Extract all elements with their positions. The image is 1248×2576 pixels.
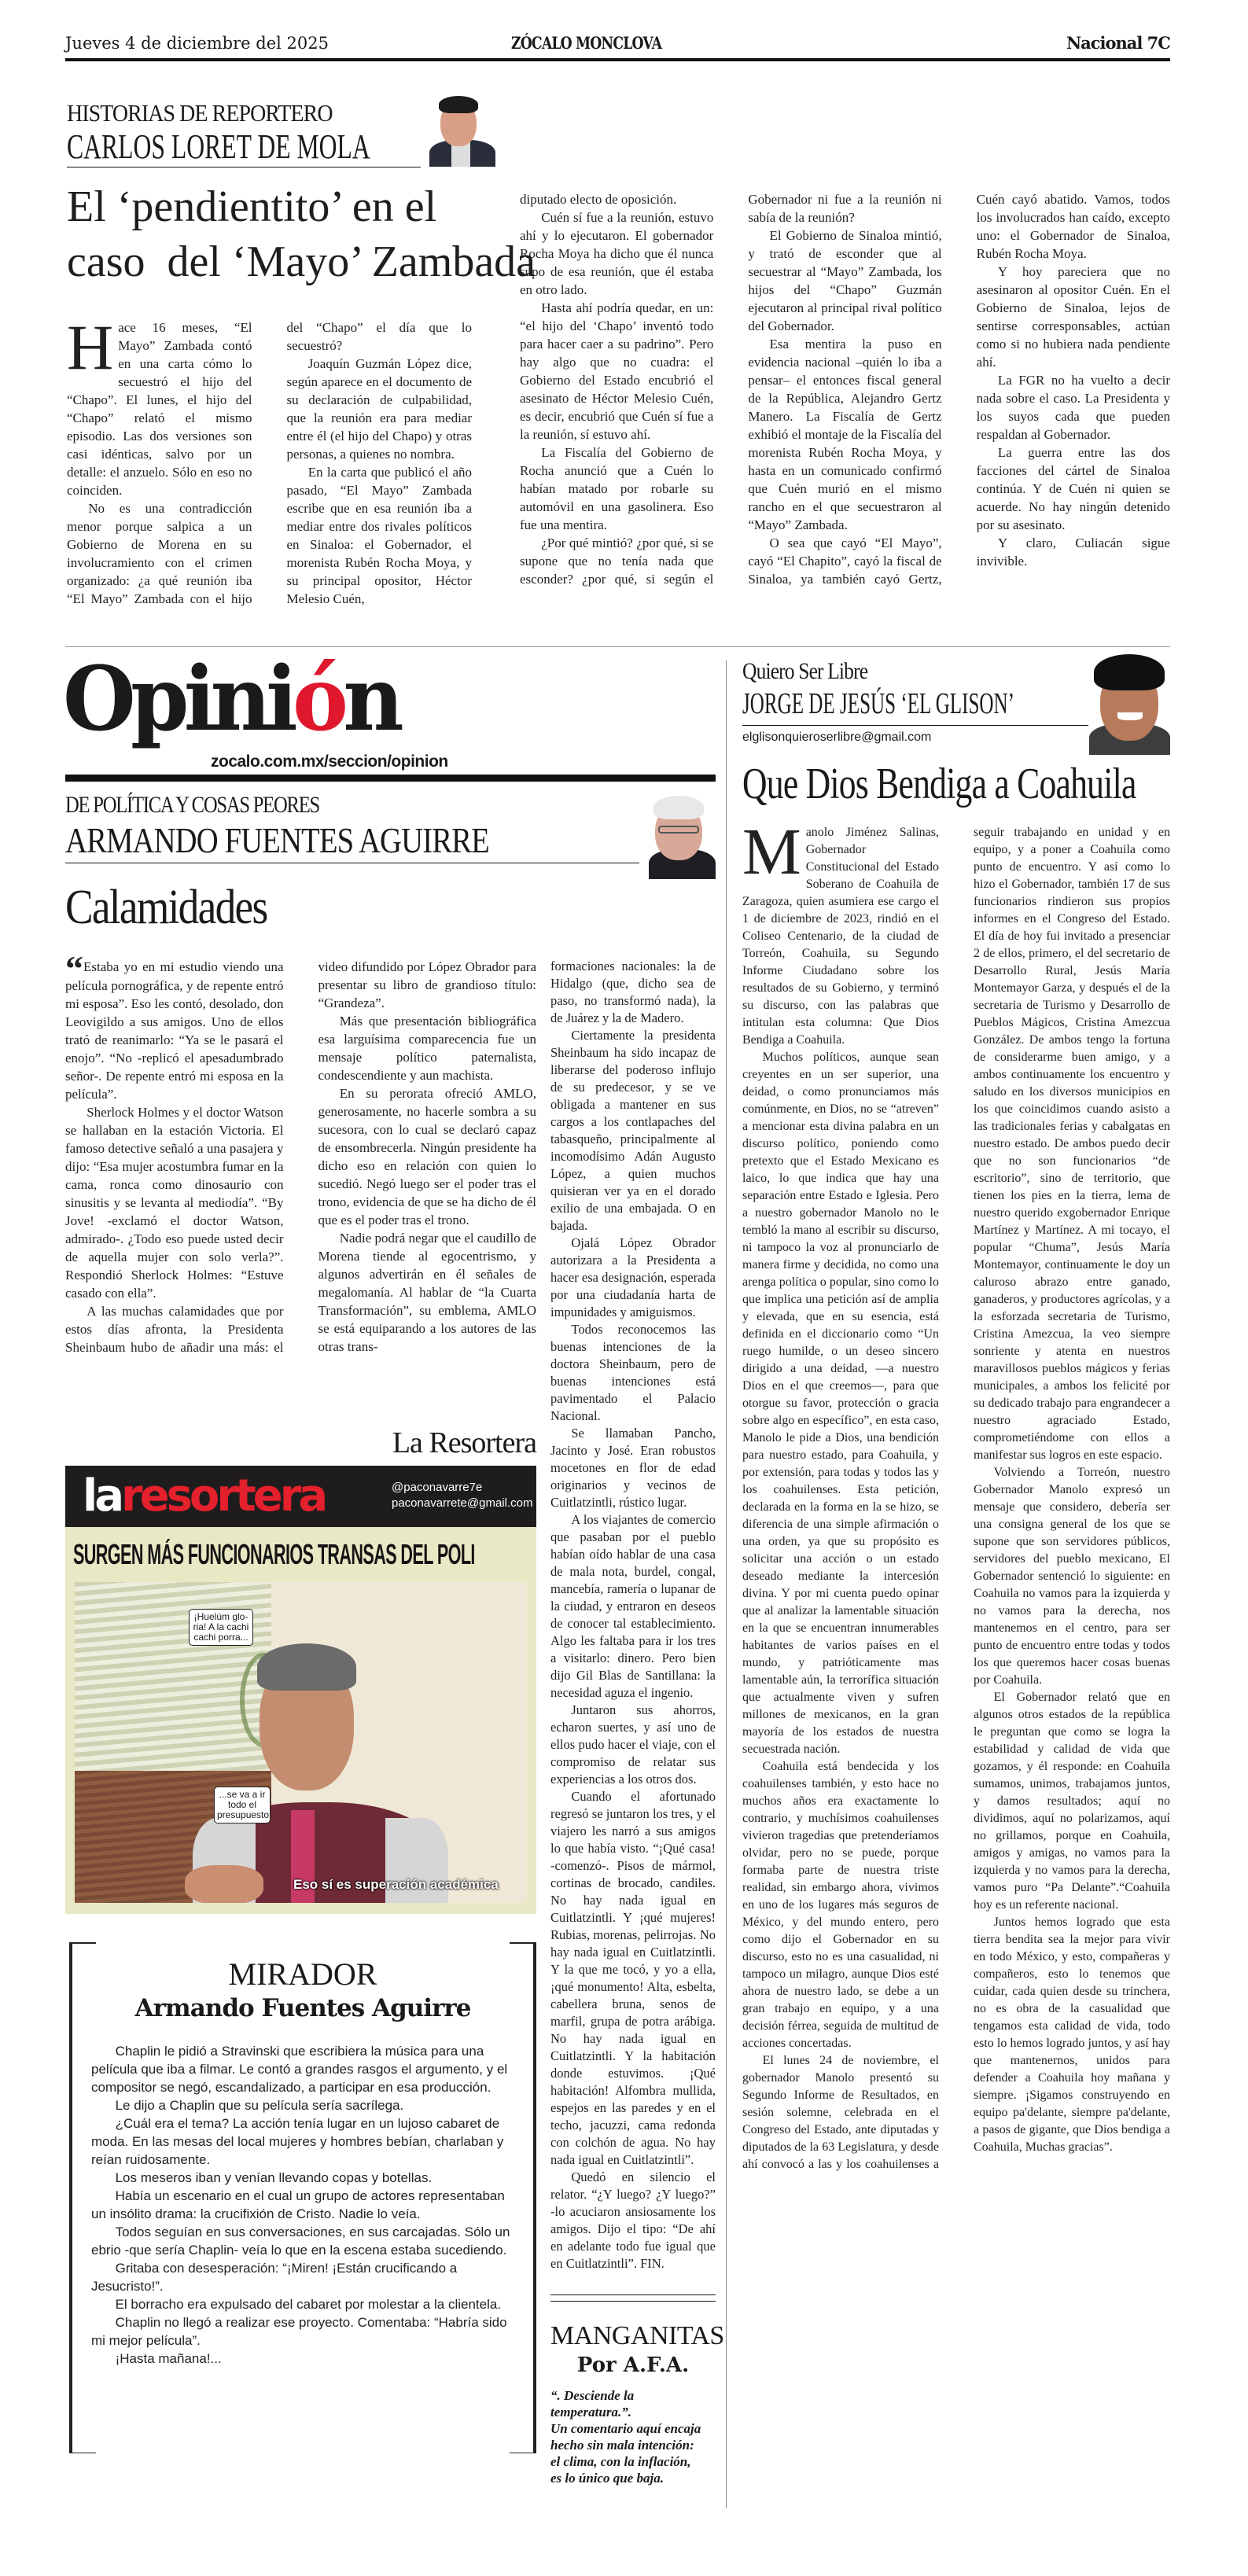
- column-author: JORGE DE JESÚS ‘EL GLISON’: [742, 687, 1015, 720]
- paragraph: El Gobierno de Sinaloa mintió, y trató de esconder que al secuestrar al “Mayo” Zambada, los hijos del “Chapo” Guzmán ejecutaron al principal rival político del Gobernador.: [748, 228, 942, 333]
- section-page: Nacional 7C: [1066, 33, 1170, 53]
- resortera-cartoon: [65, 1466, 536, 1914]
- paragraph: Había un escenario en el cual un grupo de actores representaban un insólito drama: la crucifixión de Cristo. Nadie lo veía.: [91, 2188, 505, 2221]
- speech-bubble: [189, 1609, 253, 1646]
- resortera-email: paconavarrete@gmail.com: [392, 1496, 533, 1510]
- mirador-body: [91, 2042, 514, 2368]
- logo-accent: ó: [293, 648, 344, 751]
- drop-cap: H: [67, 311, 114, 383]
- page-date: Jueves 4 de diciembre del 2025: [65, 34, 329, 53]
- paragraph-text: anolo Jiménez Salinas, Gobernador Constitucional del Estado Soberano de Coahuila de Zaragoza, quien asumiera ese cargo el 1 de diciembre de 2023, rindió en el Coliseo Centenario, de la ciudad de Torreón, Coahuila, su Segundo Informe Ciudadano sobre los resultados de su Gobierno, y terminó su discurso, con las palabras que intitulan esta columna: Que Dios Bendiga a Coahuila.: [742, 826, 939, 1047]
- resortera-banner: [65, 1466, 536, 1527]
- paragraph-text: Estaba yo en mi estudio viendo una película pornográfica, y de repente entró mi esposa”. Eso les contó, desolado, don Leovigildo a sus amigos. Uno de ellos trató de reanimarlo: “Ya se le pasará el enojo”. “No -replicó el apesadumbrado señor-. De repente entró mi esposa en la película”.: [65, 959, 284, 1102]
- paragraph-text: ace 16 meses, “El Mayo” Zambada contó en una carta cómo lo secuestró el hijo del “Chapo”. El lunes, el hijo del “Chapo” relató el mismo episodio. Las dos versiones son casi idénticas, salvo por un detalle: el anzuelo. Sólo en eso no coinciden.: [67, 320, 252, 498]
- speech-bubble-text: ...se va a ir todo el presupuesto: [217, 1789, 270, 1820]
- article-body-part-a: [67, 311, 472, 608]
- author-photo-loret: [423, 94, 495, 167]
- paragraph: Quedó en silencio el relator. “¿Y luego? ¿Y luego?” -lo acuciaron ansiosamente los amigos. Dijo el tipo: “De ahí en adelante todo fue igual que en Cuitlatzintli”. FIN.: [550, 2169, 716, 2271]
- paragraph: A las muchas calamidades que por estos días afronta, la Presidenta Sheinbaum hubo de añadir una más: el video difundido por López Obrador para presentar su libro de grandioso título: “Grandeza”.: [65, 959, 536, 1355]
- verse-line: “. Desciende la temperatura.”.: [550, 2387, 635, 2420]
- paragraph: El lunes 24 de noviembre, el gobernador Manolo presentó su Segundo Informe de Resultados, en sesión solemne, celebrada en el Congreso del Estado, ante diputadas y diputados de la 63 Legislatura, y desde ahí convocó a las y los coahuilenses a seguir trabajando en unidad y en equipo, y a poner a Coahuila como punto de encuentro. Y así como lo hizo el Gobernador, también 17 de sus funcionarios rindieron sus propios informes en el Congreso del Estado. El día de hoy fui invitado a presenciar 2 de ellos, primero, el del secretario de Desarrollo Rural, Jesús María Montemayor Garza, y después el de la secretaria de Turismo y Desarrollo de Pueblos Mágicos, Cristina Amezcua González. De ambos tengo la fortuna de considerarme buen amigo, y a ambos continuamente los encuentro y saludo en los diversos municipios en los que coincidimos cuando asisto a las tradicionales ferias y cabalgatas en nuestro estado. De ambos puedo decir que no son funcionarios “de escritorio”, sino de territorio, que tienen los pies en la tierra, lema de nuestro querido exgobernador Enrique Martínez y Martínez. A mi tocayo, el popular “Chuma”, Jesús María Montemayor, continuamente le doy un caluroso abrazo entre ganado, ganaderos, y productores agrícolas, y a la esforzada secretaria de Turismo, Cristina Amezcua, la veo siempre sonriente y atenta en nuestros maravillosos pueblos mágicos y ferias municipales, a ambos los felicité por su dedicado trabajo para engrandecer a nuestro agraciado Estado, comprometiéndome con ellos a manifestar sus logros en este espacio.: [742, 826, 1170, 2171]
- column-author: ARMANDO FUENTES AGUIRRE: [65, 820, 489, 860]
- paragraph: Esa mentira la puso en evidencia nacional –quién lo iba a pensar– el entonces fiscal general de la República, Alejandro Gertz Manero. La Fiscalía de Gertz exhibió el montaje de la Fiscalía del morenista Rubén Rocha Moya, y hasta en un comunicado confirmó que Cuén murió en el mismo rancho en el que secuestraron al “Mayo” Zambada.: [748, 337, 942, 532]
- paragraph: El borracho era expulsado del cabaret por molestar a la clientela.: [115, 2296, 502, 2312]
- logo-text-end: n: [343, 648, 399, 751]
- cartoon-image: [75, 1582, 527, 1903]
- speech-bubble: [214, 1787, 271, 1823]
- calamidades-right-column: [550, 958, 724, 2486]
- paragraph: Se llamaban Pancho, Jacinto y José. Eran robustos mocetones en flor de edad originarios y vecinos de Cuitlatzintli, rústico lugar.: [550, 1426, 716, 1510]
- paragraph: Todos reconocemos las buenas intenciones de la doctora Sheinbaum, pero de buenas intenciones está pavimentado el Palacio Nacional.: [550, 1322, 716, 1423]
- cartoon-headline: SURGEN MÁS FUNCIONARIOS TRANSAS DEL POLI: [73, 1538, 475, 1570]
- paragraph: Volviendo a Torreón, nuestro Gobernador Manolo expresó un mensaje que considero, debería ser una consigna general de los que se supone que son servidores públicos, servidores del pueblo mexicano, El Gobernador sentenció lo siguiente: en Coahuila no vamos para la izquierda y no vamos para la derecha, nos mantenemos en el centro, para ser punto de encuentro entre todas y todos los que queremos hacer cosas buenas por Coahuila.: [974, 1466, 1170, 1687]
- article-headline: [67, 179, 536, 289]
- drop-cap: M: [742, 815, 801, 889]
- paragraph: Juntos hemos logrado que esta tierra bendita sea la mejor para vivir en todo México, y esto, compañeras y compañeros, esto lo tenemos que cuidar, cada quien desde su trinchera, no es obra de la casualidad que tengamos esta calidad de vida, todo esto lo hemos logrado juntos, y así hay que mantenernos, unidos para defender a Coahuila hoy mañana y siempre. ¡Sigamos construyendo en equipo pa'delante, siempre pa'delante, a pasos de gigante, que Dios bendiga a Coahuila, Muchas gracias”.: [974, 1915, 1170, 2154]
- coahuila-body: [742, 815, 1170, 2173]
- paragraph: A los viajantes de comercio que pasaban por el pueblo habían oído hablar de una casa de mala nota, burdel, congal, mancebía, ramería o lupanar de la ciudad, y entraron en deseos de conocer tal establecimiento. Algo les faltaba para ir los tres a visitarlo: dinero. Pero bien dijo Gil Blas de Santillana: la necesidad aguza el ingenio.: [550, 1512, 716, 1700]
- paragraph: Gritaba con desesperación: “¡Miren! ¡Están crucificando a Jesucristo!”.: [91, 2260, 458, 2294]
- paragraph: La guerra entre las dos facciones del cártel de Sinaloa continúa. Y de Cuén ni quien se acuerde. No hay ningún detenido por su asesinato.: [976, 445, 1170, 532]
- paragraph: ¿Cuál era el tema? La acción tenía lugar en un lujoso cabaret de moda. En las mesas del local mujeres y hombres bebían, charlaban y reían ruidosamente.: [91, 2115, 504, 2167]
- paragraph: Y hoy pareciera que no asesinaron al opositor Cuén. En el Gobierno de Sinaloa, lejos de sentirse corresponsables, actúan como si no hubiera nada pendiente ahí.: [976, 264, 1170, 370]
- speech-bubble-text: ¡Huelúm glo-ria! A la cachi cachi porra...: [193, 1611, 249, 1643]
- verse-line: el clima, con la inflación,: [550, 2453, 691, 2469]
- paragraph: diputado electo de oposición.: [520, 192, 677, 207]
- opinion-logo: [63, 648, 399, 751]
- paragraph: Sherlock Holmes y el doctor Watson se hallaban en la estación Victoria. El famoso detective señaló a una pasajera y dijo: “Esa mujer acostumbra fumar en la cama, ronca como dinosaurio con sinusitis y se levanta al mediodía”. “By Jove! -exclamó el doctor Watson, admirado-. ¿Todo eso puede usted decir de aquella mujer con solo verla?”. Respondió Sherlock Holmes: “Estuve casado con ella”.: [65, 1105, 284, 1301]
- paragraph: La Fiscalía del Gobierno de Rocha anunció que a Cuén lo habían matado por robarle su automóvil en una gasolinera. Eso fue una mentira.: [520, 445, 714, 532]
- manganitas-rule: [550, 2301, 716, 2302]
- column-author: CARLOS LORET DE MOLA: [67, 127, 370, 166]
- verse-line: hecho sin mala intención:: [550, 2437, 694, 2453]
- headline-line: El ‘pendientito’ en el: [67, 182, 437, 231]
- author-photo-glison: [1089, 654, 1170, 755]
- paragraph: Todos seguían en sus conversaciones, en sus carcajadas. Sólo un ebrio -que sería Chaplin- veía lo que en la escena estaba sucediendo.: [91, 2224, 510, 2258]
- article-headline: Que Dios Bendiga a Coahuila: [742, 760, 1136, 808]
- mirador-author: Armando Fuentes Aguirre: [134, 1994, 471, 2022]
- resortera-logo: [83, 1470, 325, 1522]
- logo-text: Opini: [63, 648, 293, 751]
- column-divider: [726, 661, 727, 2508]
- resortera-handle: @paconavarre7e: [392, 1481, 483, 1494]
- cartoon-caption: Eso sí es superación académica: [293, 1877, 499, 1892]
- headline-line: caso del ‘Mayo’ Zambada: [67, 237, 536, 286]
- paragraph: Coahuila está bendecida y los coahuilenses también, y esto hace no muchos años era exactamente lo contrario, y muchísimos coahuilenses vivieron tragedias que pretenderíamos olvidar, pero no se puede, porque formaba parte de nuestra triste realidad, sin embargo ahora, vivimos en uno de los lugares más seguros de México, y del mundo entero, pero como dijo el Gobernador en su discurso, esto no es una casualidad, ni tampoco un milagro, aunque Dios esté ahora de nuestro lado, se debe a un gran trabajo en equipo, y a una decisión férrea, seguida de multitud de acciones concertadas.: [742, 1760, 939, 2050]
- manganitas-rule: [550, 2294, 716, 2295]
- paragraph: En la carta que publicó el año pasado, “El Mayo” Zambada escribe que en esa reunión iba a mediar entre dos rivales políticos en Sinaloa: el Gobernador, el morenista Rubén Rocha Moya, y su principal opositor, Héctor Melesio Cuén,: [286, 465, 472, 606]
- author-underline: [742, 725, 1088, 726]
- paragraph: Y claro, Culiacán sigue invivible.: [976, 535, 1170, 569]
- column-kicker: HISTORIAS DE REPORTERO: [67, 99, 333, 127]
- paragraph: Ojalá López Obrador autorizara a la Presidenta a hacer esa designación, esperada por una ciudadanía harta de impunidades y amiguismos.: [550, 1235, 716, 1319]
- paragraph: Cuando el afortunado regresó se juntaron los tres, y el viajero les narró a sus amigos lo que había visto. “¡Qué casa! -comenzó-. Pisos de mármol, cortinas de brocado, candiles. No hay nada igual en Cuitlatzintli. Y ¡qué mujeres! Rubias, morenas, pelirrojas. No hay nada igual en Cuitlatzintli. Y la que me tocó, y yo a ella, ¡qué monumento! Alta, esbelta, cabellera bruna, senos de marfil, grupa de potra arábiga. No hay nada igual en Cuitlatzintli. Y la habitación donde estuvimos. ¡Qué habitación! Alfombra mullida, espejos en las paredes y en el techo, jacuzzi, cama redonda con colchón de agua. No hay nada igual en Cuitlatzintli”.: [550, 1789, 716, 2167]
- calamidades-body-left: [65, 948, 536, 1356]
- paragraph: Nadie podrá negar que el caudillo de Morena tiende al egocentrismo, y algunos advertirán en él señales de megalomanía. Al hablar de “la Cuarta Transformación”, su emblema, AMLO se está equiparando a los autores de las otras trans-: [318, 1231, 536, 1354]
- paragraph: Ciertamente la presidenta Sheinbaum ha sido incapaz de liberarse del poderoso influjo de su predecesor, y se ve obligada a mantener en sus cargos a los contlapaches del tabasqueño, principalmente al incomodísimo Adán Augusto López, a quien muchos quisieran ver ya en el dorado exilio de una embajada. O en bajada.: [550, 1028, 716, 1233]
- paragraph: No es una contradicción menor porque salpica a un Gobierno de Morena en su involucramiento con el crimen organizado: ¿a qué reunión iba “El Mayo” Zambada con el hijo del “Chapo” el día que lo secuestró?: [67, 320, 472, 606]
- paragraph: Hasta ahí podría quedar, en un: “el hijo del ‘Chapo’ inventó todo para hacer caer a su padrino”. Pero hay algo que no cuadra: el Gobierno del Estado encubrió el asesinato de Héctor Melesio Cuén, es decir, encubrió que Cuén sí fue a la reunión, sí estuvo ahí.: [520, 300, 714, 442]
- paragraph: ¿Por qué mintió? ¿por qué, si se supone que no tenía nada que esconder? ¿por qué, si según el Gobernador ni fue a la reunión ni sabía de la reunión?: [520, 192, 942, 587]
- paragraph: [67, 311, 252, 499]
- section-divider: [65, 646, 1170, 647]
- verse-line: Un comentario aquí encaja: [550, 2420, 701, 2436]
- column-kicker: Quiero Ser Libre: [742, 658, 868, 684]
- newspaper-name: ZÓCALO MONCLOVA: [511, 33, 662, 53]
- paragraph: El Gobernador relató que en algunos otros estados de la república le preguntan que como se logra la estabilidad y calidad de vida que gozamos, y él responde: en Coahuila sumamos, unimos, trabajamos juntos, y damos resultados; aquí no dividimos, aquí no polarizamos, aquí no grillamos, porque en Coahuila, amigos y amigas, no vamos para la izquierda y no vamos para la derecha, vamos puro “Pa Delante”.“Coahuila hoy es un referente nacional.: [974, 1691, 1170, 1912]
- paragraph: Más que presentación bibliográfica esa larguísima comparecencia fue un mensaje político paternalista, condescendiente y aun machista.: [318, 1014, 536, 1083]
- article-body-part-b: [520, 190, 1170, 588]
- paragraph: Juntaron sus ahorros, echaron suertes, y así uno de ellos pudo hacer el viaje, con el compromiso de relatar sus experiencias a los otros dos.: [550, 1702, 716, 1787]
- paragraph: Los meseros iban y venían llevando copas y botellas.: [115, 2169, 433, 2185]
- mirador-box: [69, 1942, 536, 2453]
- manganitas-title: MANGANITAS: [550, 2321, 724, 2350]
- paragraph: formaciones nacionales: la de Hidalgo (que, dicho sea de paso, no transformó nada), la de Juárez y la de Madero.: [550, 959, 716, 1025]
- calamidades-body-right: [550, 958, 716, 2272]
- logo-resortera: resortera: [120, 1470, 326, 1522]
- paragraph: O sea que cayó “El Mayo”, cayó “El Chapito”, cayó la fiscal de Sinaloa, ya también cayó Gertz, Cuén cayó abatido. Vamos, todos los involucrados han caído, excepto uno: el Gobernador de Sinaloa, Rubén Rocha Moya.: [748, 192, 1170, 587]
- opinion-url[interactable]: zocalo.com.mx/seccion/opinion: [211, 753, 448, 771]
- paragraph: [65, 948, 284, 1103]
- paragraph: Muchos políticos, aunque sean creyentes en un ser superior, una deidad, o como pronunciamos más comúnmente, en Dios, no se “atreven” a mencionar esta divina palabra en un discurso político, poniendo como pretexto que el Estado Mexicano es laico, lo que indica que hay una separación entre Estado e Iglesia. Pero a nuestro gobernador Manolo no le tembló la mano al escribir su discurso, ni tampoco la voz al pronunciarlo de manera firme y decidida, no como una arenga política o popular, sino como lo que implica una petición así de amplia y elevada, que en su esencia, está definida en el diccionario como “Un ruego humilde, o un deseo sincero dirigido a una deidad, —a nuestro Dios en el que creemos—, para que otorgue su favor, protección o gracia sobre algo en específico”, en esta caso, Manolo le pide a Dios, una bendición para nuestro estado, para Coahuila, y por extensión, para todas y todos las y los coahuilenses. Esta petición, declarada en la forma en la se hizo, se diferencia de una simple afirmación o una orden, ya que su propósito es solicitar una acción o un estado deseado mediante la intercesión divina. Y por mi cuenta puedo opinar que al analizar la lamentable situación en la que se encuentran innumerables habitantes de varios países en el mundo, y patrióticamente mas lamentable aún, la terrorífica situación que actualmente viven y sufren millones de mexicanos, en la gran mayoría de los estados de nuestra secuestrada nación.: [742, 1051, 939, 1756]
- paragraph: En su perorata ofreció AMLO, generosamente, no hacerle sombra a su sucesora, con lo cual se declaró capaz de ensombrecerla. Ningún presidente ha dicho eso en relación con quien lo sucedió. Negó luego ser el poder tras el trono, evidencia de que se ha dicho de él que es el poder tras el trono.: [318, 1086, 536, 1227]
- opinion-thick-rule: [65, 775, 716, 782]
- paragraph: Chaplin le pidió a Stravinski que escribiera la música para una película que iba a filmar. Le contó a grandes rasgos el argumento, y el compositor se negó, escandalizado, a participar en esa producción.: [91, 2043, 508, 2095]
- paragraph: Le dijo a Chaplin que su película sería sacrílega.: [115, 2097, 404, 2113]
- quote-mark: “: [65, 948, 83, 988]
- author-photo-fuentes: [641, 793, 716, 879]
- paragraph: [742, 815, 939, 1049]
- mirador-title: MIRADOR: [228, 1956, 377, 1992]
- column-kicker: DE POLÍTICA Y COSAS PEORES: [65, 792, 319, 818]
- verse-line: es lo único que baja.: [550, 2470, 664, 2486]
- paragraph: Chaplin no llegó a realizar ese proyecto. Comentaba: “Habría sido mi mejor película”.: [91, 2314, 507, 2348]
- logo-la: la: [83, 1470, 121, 1522]
- paragraph: ¡Hasta mañana!...: [115, 2350, 222, 2366]
- paragraph: Joaquín Guzmán López dice, según aparece en el documento de su declaración de culpabilidad, que la reunión era para mediar entre él (el hijo del Chapo) y otras personas, a quienes no nombra.: [286, 356, 472, 462]
- paragraph: Cuén sí fue a la reunión, estuvo ahí y lo ejecutaron. El gobernador Rocha Moya ha dicho que él nunca supo de esa reunión, que él estaba en otro lado.: [520, 210, 714, 297]
- article-headline: Calamidades: [65, 881, 267, 934]
- manganitas-byline: Por A.F.A.: [576, 2353, 690, 2377]
- column-email[interactable]: elglisonquieroserlibre@gmail.com: [742, 730, 932, 744]
- resortera-section-title: La Resortera: [392, 1426, 536, 1459]
- header-rule: [65, 58, 1170, 61]
- paragraph: La FGR no ha vuelto a decir nada sobre el caso. La Presidenta y los suyos cada que pueden respaldan al Gobernador.: [976, 373, 1170, 442]
- manganitas-verse: [550, 2387, 716, 2486]
